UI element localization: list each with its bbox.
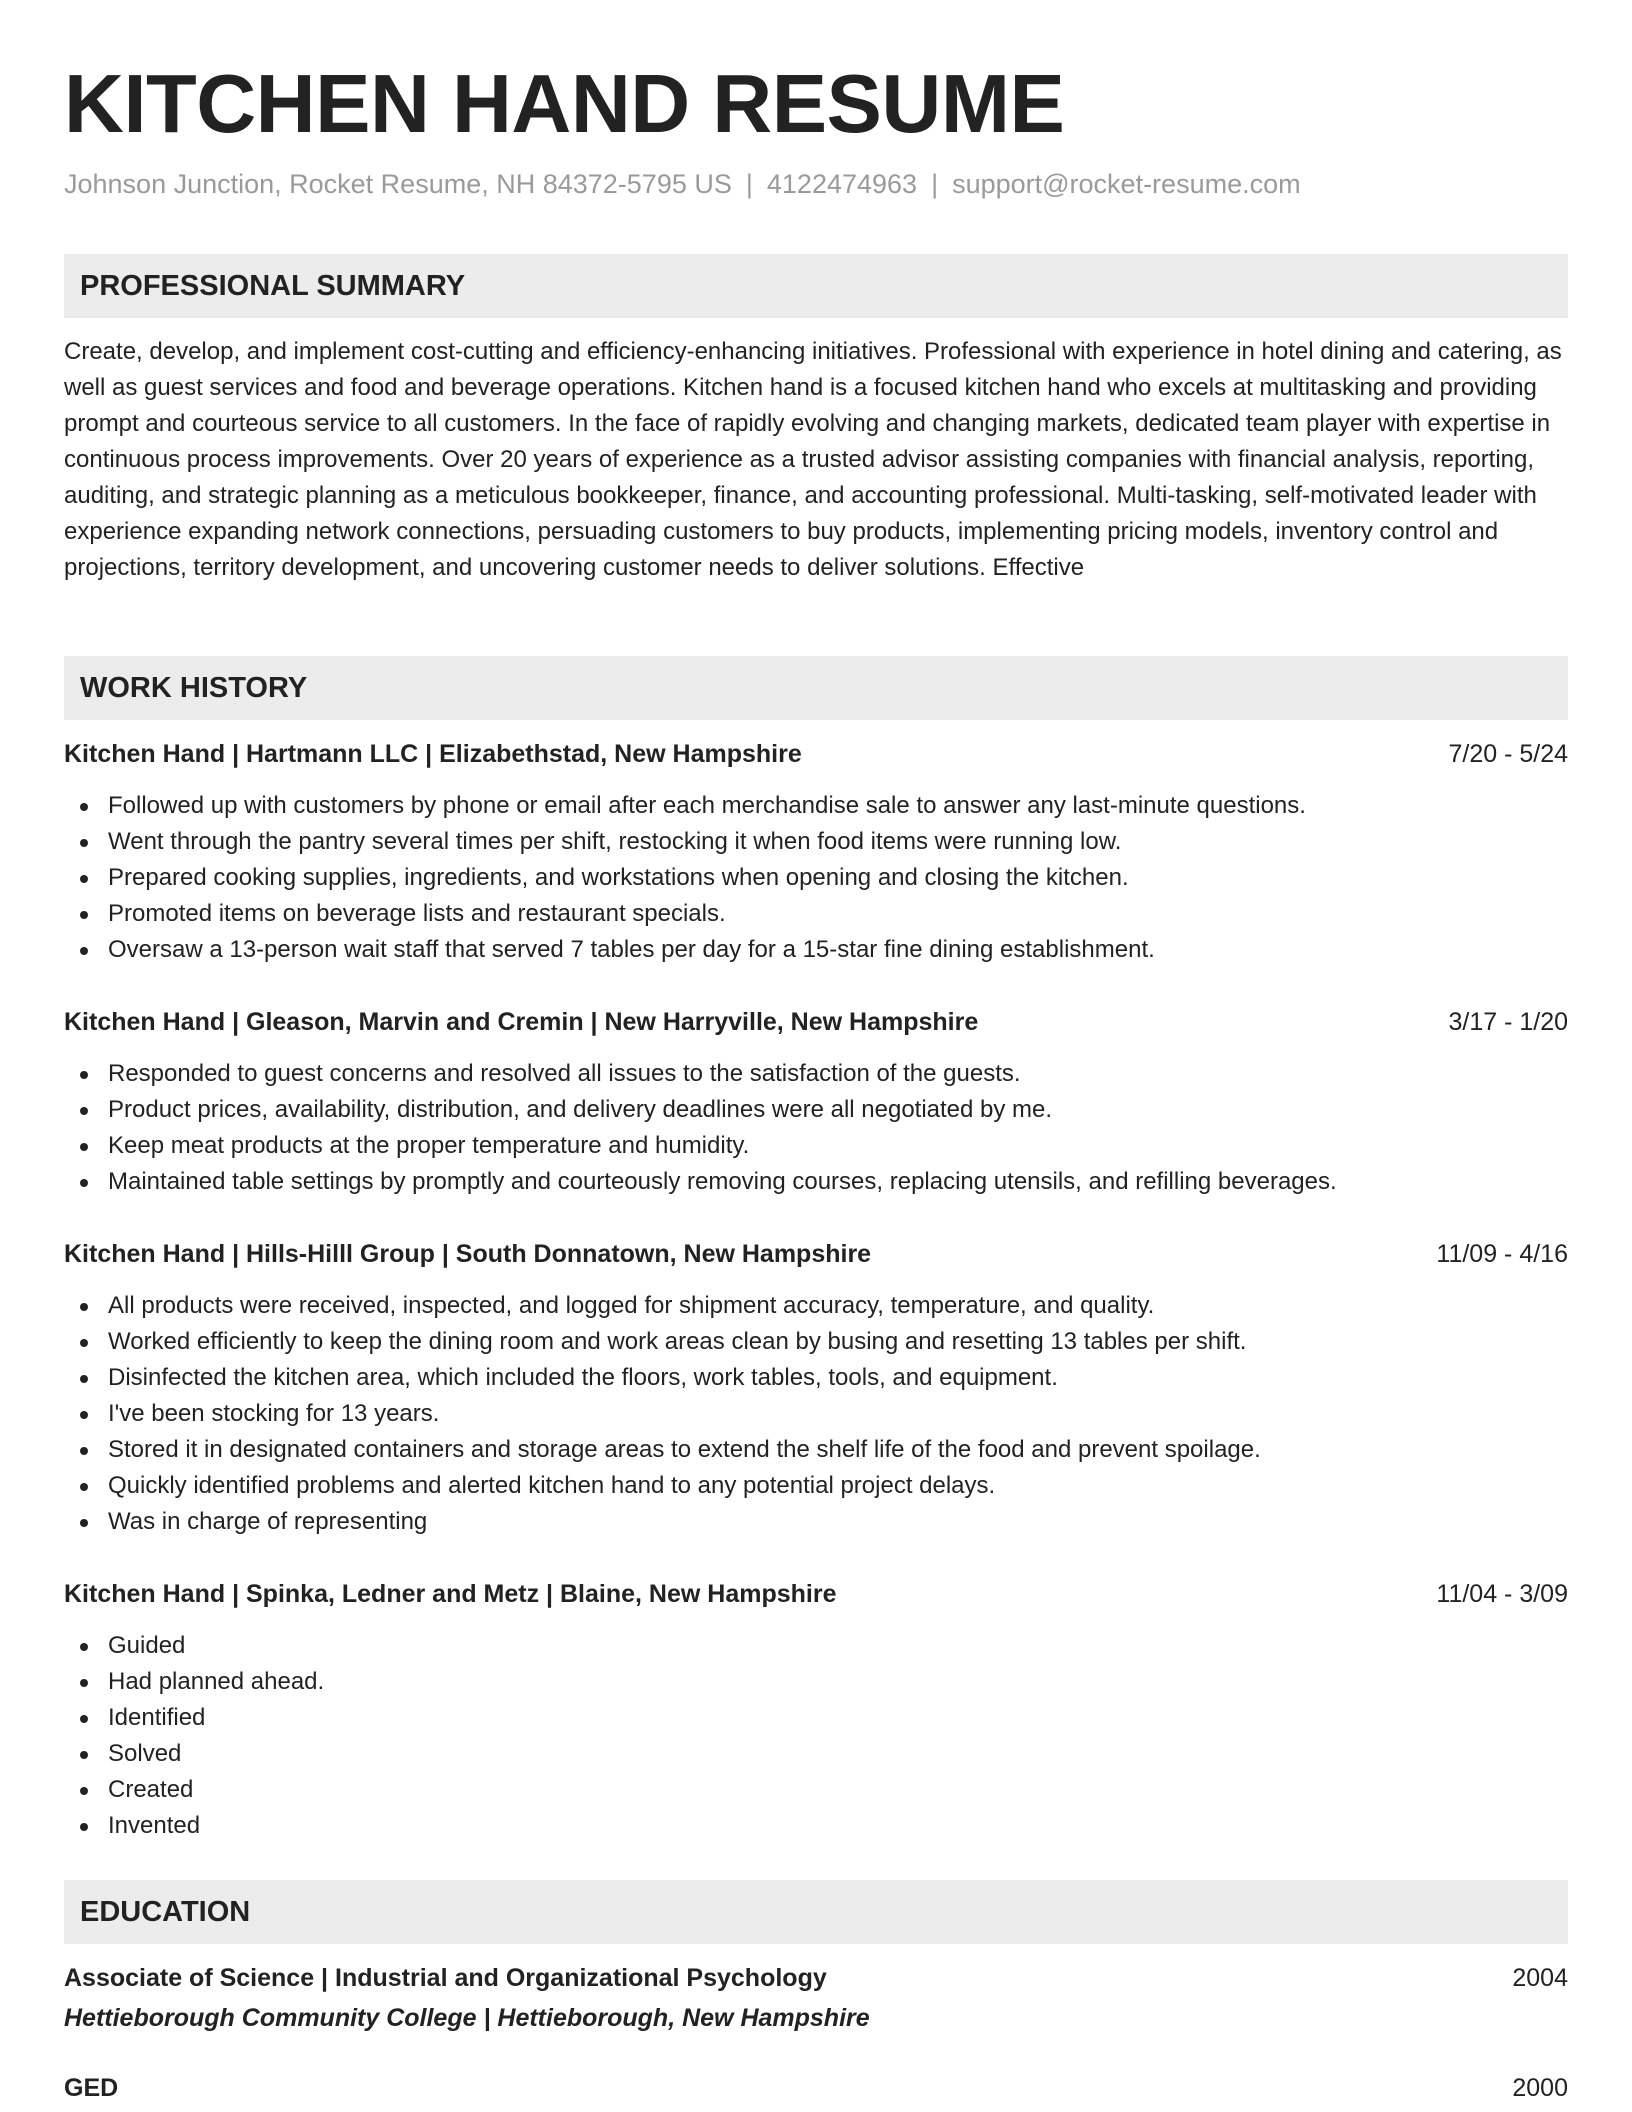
- job-bullet: Quickly identified problems and alerted kitchen hand to any potential project delays.: [64, 1468, 1568, 1504]
- contact-email: support@rocket-resume.com: [952, 169, 1301, 199]
- job-dates: 7/20 - 5/24: [1448, 740, 1568, 768]
- job-bullet: All products were received, inspected, and logged for shipment accuracy, temperature, and quality.: [64, 1288, 1568, 1324]
- resume-title: KITCHEN HAND RESUME: [64, 57, 1065, 150]
- job-bullet: Stored it in designated containers and storage areas to extend the shelf life of the food and prevent spoilage.: [64, 1432, 1568, 1468]
- education-degree: GED: [64, 2074, 119, 2102]
- job-title: Kitchen Hand | Hartmann LLC | Elizabethstad, New Hampshire: [64, 740, 802, 768]
- job-bullet-list: [64, 788, 1568, 968]
- job-bullet: Created: [64, 1772, 1568, 1808]
- job-title: Kitchen Hand | Spinka, Ledner and Metz | Blaine, New Hampshire: [64, 1580, 837, 1608]
- job-dates: 11/04 - 3/09: [1436, 1580, 1568, 1608]
- job-bullet: Disinfected the kitchen area, which included the floors, work tables, tools, and equipment.: [64, 1360, 1568, 1396]
- job-header: [64, 736, 1568, 772]
- education-year: 2004: [1512, 1964, 1568, 1992]
- job-header: [64, 1576, 1568, 1612]
- job-entry: [64, 1576, 1568, 1844]
- job-bullet: Was in charge of representing: [64, 1504, 1568, 1540]
- contact-address: Johnson Junction, Rocket Resume, NH 84372-5795 US: [64, 169, 732, 199]
- job-bullet: Had planned ahead.: [64, 1664, 1568, 1700]
- job-bullet-list: [64, 1288, 1568, 1540]
- job-bullet-list: [64, 1628, 1568, 1844]
- education-school: Hettieborough Community College | Hettieborough, New Hampshire: [64, 2004, 870, 2032]
- education-year: 2000: [1512, 2074, 1568, 2102]
- job-bullet: Product prices, availability, distribution, and delivery deadlines were all negotiated by me.: [64, 1092, 1568, 1128]
- job-title: Kitchen Hand | Gleason, Marvin and Cremin | New Harryville, New Hampshire: [64, 1008, 979, 1036]
- job-entry: [64, 1236, 1568, 1540]
- job-bullet: I've been stocking for 13 years.: [64, 1396, 1568, 1432]
- job-entry: [64, 1004, 1568, 1200]
- education-degree: Associate of Science | Industrial and Organizational Psychology: [64, 1964, 827, 1992]
- contact-line: [64, 166, 1301, 202]
- job-bullet: Keep meat products at the proper temperature and humidity.: [64, 1128, 1568, 1164]
- job-header: [64, 1236, 1568, 1272]
- job-bullet: Went through the pantry several times per shift, restocking it when food items were running low.: [64, 824, 1568, 860]
- section-heading-summary: PROFESSIONAL SUMMARY: [64, 254, 1568, 318]
- job-dates: 11/09 - 4/16: [1436, 1240, 1568, 1268]
- job-bullet-list: [64, 1056, 1568, 1200]
- job-bullet: Identified: [64, 1700, 1568, 1736]
- job-bullet: Maintained table settings by promptly and courteously removing courses, replacing utensils, and refilling beverages.: [64, 1164, 1568, 1200]
- job-title: Kitchen Hand | Hills-Hilll Group | South Donnatown, New Hampshire: [64, 1240, 872, 1268]
- summary-text: Create, develop, and implement cost-cutting and efficiency-enhancing initiatives. Professional with experience in hotel dining and catering, as well as guest services and food and beverage operations. Kitchen hand is a focused kitchen hand who excels at multitasking and providing prompt and courteous service to all customers. In the face of rapidly evolving and changing markets, dedicated team player with expertise in continuous process improvements. Over 20 years of experience as a trusted advisor assisting companies with financial analysis, reporting, auditing, and strategic planning as a meticulous bookkeeper, finance, and accounting professional. Multi-tasking, self-motivated leader with experience expanding network connections, persuading customers to buy products, implementing pricing models, inventory control and projections, territory development, and uncovering customer needs to deliver solutions. Effective: [64, 338, 1562, 581]
- job-header: [64, 1004, 1568, 1040]
- job-bullet: Invented: [64, 1808, 1568, 1844]
- education-header: [64, 2070, 1568, 2106]
- job-entry: [64, 736, 1568, 968]
- contact-separator: |: [931, 169, 939, 199]
- job-bullet: Oversaw a 13-person wait staff that served 7 tables per day for a 15-star fine dining establishment.: [64, 932, 1568, 968]
- job-dates: 3/17 - 1/20: [1448, 1008, 1568, 1036]
- job-bullet: Followed up with customers by phone or email after each merchandise sale to answer any last-minute questions.: [64, 788, 1568, 824]
- section-heading-education: EDUCATION: [64, 1880, 1568, 1944]
- education-entry: [64, 1960, 1568, 2036]
- job-bullet: Promoted items on beverage lists and restaurant specials.: [64, 896, 1568, 932]
- job-bullet: Prepared cooking supplies, ingredients, and workstations when opening and closing the kitchen.: [64, 860, 1568, 896]
- education-header: [64, 1960, 1568, 1996]
- section-heading-work-history: WORK HISTORY: [64, 656, 1568, 720]
- contact-separator: |: [745, 169, 753, 199]
- job-bullet: Worked efficiently to keep the dining room and work areas clean by busing and resetting 13 tables per shift.: [64, 1324, 1568, 1360]
- education-entry: [64, 2070, 1568, 2106]
- contact-phone: 4122474963: [766, 169, 918, 199]
- job-bullet: Guided: [64, 1628, 1568, 1664]
- job-bullet: Responded to guest concerns and resolved all issues to the satisfaction of the guests.: [64, 1056, 1568, 1092]
- job-bullet: Solved: [64, 1736, 1568, 1772]
